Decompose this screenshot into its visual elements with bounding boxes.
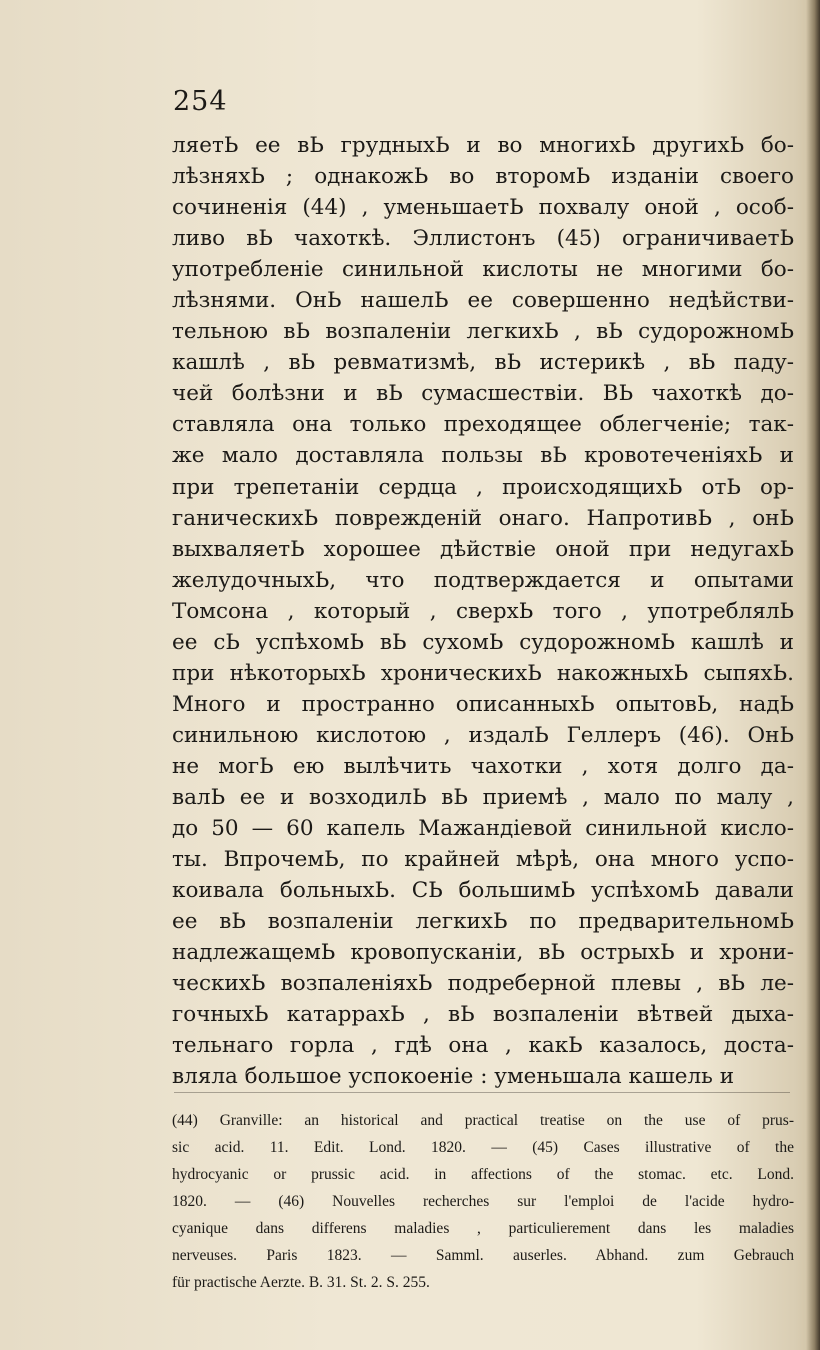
text-line: ее вЬ возпаленіи легкихЬ по предварительномЬ [172,909,794,935]
footnote-line: nerveuses. Paris 1823. — Samml. auserles. Abhand. zum Gebrauch [172,1247,794,1264]
footnote-line: hydrocyanic or prussic acid. in affections of the stomac. etc. Lond. [172,1166,794,1183]
text-line: употребленіе синильной кислоты не многими бо- [172,257,794,283]
text-line: коивала больныхЬ. СЬ большимЬ успѣхомЬ давали [172,878,794,904]
text-line: гочныхЬ катаррахЬ , вЬ возпаленіи вѣтвей дыха- [172,1002,794,1028]
text-line: до 50 — 60 капель Мажандіевой синильной кисло- [172,816,794,842]
page-number: 254 [173,86,228,117]
footnote-line: sic acid. 11. Edit. Lond. 1820. — (45) Cases illustrative of the [172,1139,794,1156]
text-line: валЬ ее и возходилЬ вЬ приемѣ , мало по малу , [172,784,794,810]
text-line: тельною вЬ возпаленіи легкихЬ , вЬ судорожномЬ [172,319,794,345]
footnote-line: (44) Granville: an historical and practical treatise on the use of prus- [172,1112,794,1129]
text-line: желудочныхЬ, что подтверждается и опытами [172,567,794,593]
footnote-line: für practische Aerzte. B. 31. St. 2. S. 255. [172,1274,430,1291]
text-line: синильною кислотою , издалЬ Геллеръ (46). ОнЬ [172,722,794,748]
footnotes [172,1107,794,1296]
text-line: ливо вЬ чахоткѣ. Эллистонъ (45) ограничиваетЬ [172,226,794,252]
text-line: вляла большое успокоеніе : уменьшала кашель и [172,1064,735,1090]
text-line: ее сЬ успѣхомЬ вЬ сухомЬ судорожномЬ кашлѣ и [172,629,794,655]
body-text [172,130,794,1092]
text-line: надлежащемЬ кровопусканіи, вЬ острыхЬ и хрони- [172,940,794,966]
text-line: сочиненія (44) , уменьшаетЬ похвалу оной , особ- [172,195,794,221]
text-line: Томсона , который , сверхЬ того , употреблялЬ [172,598,794,624]
text-line: при трепетаніи сердца , происходящихЬ отЬ ор- [172,474,794,500]
text-line: же мало доставляла пользы вЬ кровотеченіяхЬ и [172,443,794,469]
text-line: ставляла она только преходящее облегченіе; так- [172,412,794,438]
text-line: лѣзняхЬ ; однакожЬ во второмЬ изданіи своего [172,164,794,190]
text-line: при нѣкоторыхЬ хроническихЬ накожныхЬ сыпяхЬ. [172,660,794,686]
text-line: кашлѣ , вЬ ревматизмѣ, вЬ истерикѣ , вЬ паду- [172,350,794,376]
text-line: ляетЬ ее вЬ грудныхЬ и во многихЬ другихЬ бо- [172,133,794,158]
page-edge-shadow [806,0,820,1350]
text-line: ческихЬ возпаленіяхЬ подреберной плевы , вЬ ле- [172,971,794,997]
text-line: выхваляетЬ хорошее дѣйствіе оной при недугахЬ [172,536,794,562]
text-line: Много и пространно описанныхЬ опытовЬ, надЬ [172,691,794,717]
text-line: ты. ВпрочемЬ, по крайней мѣрѣ, она много успо- [172,847,794,873]
footnote-line: 1820. — (46) Nouvelles recherches sur l'emploi de l'acide hydro- [172,1193,794,1210]
text-line: не могЬ ею вылѣчить чахотки , хотя долго да- [172,753,794,779]
text-line: лѣзнями. ОнЬ нашелЬ ее совершенно недѣйстви- [172,288,794,314]
text-line: чей болѣзни и вЬ сумасшествіи. ВЬ чахоткѣ до- [172,381,794,407]
footnote-line: cyanique dans differens maladies , particulierement dans les maladies [172,1220,794,1237]
text-line: тельнаго горла , гдѣ она , какЬ казалось, доста- [172,1033,794,1059]
footnote-separator [174,1092,790,1093]
text-line: ганическихЬ поврежденій онаго. НапротивЬ , онЬ [172,505,794,531]
